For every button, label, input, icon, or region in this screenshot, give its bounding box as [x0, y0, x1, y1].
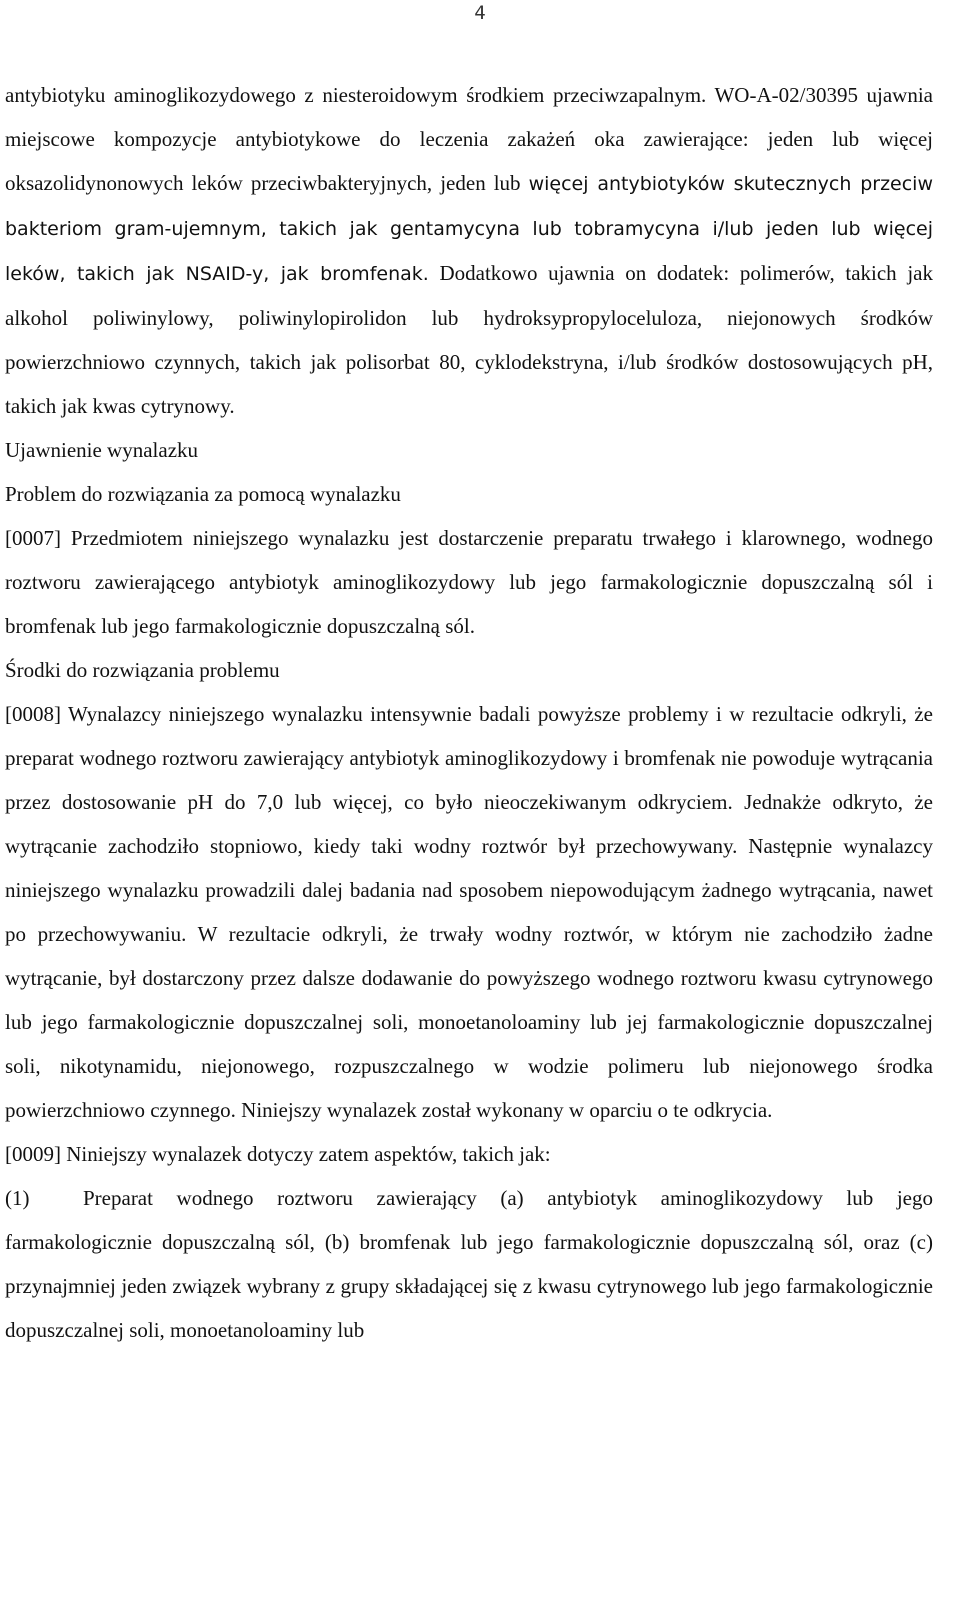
list-item	[5, 1176, 933, 1352]
document-body	[5, 73, 933, 1352]
paragraph-text: [0007] Przedmiotem niniejszego wynalazku jest dostarczenie preparatu trwałego i klarownego, wodnego roztworu zawierającego antybiotyk aminoglikozydowy lub jego farmakologicznie dopuszczalną sól i bromfenak lub jego farmakologicznie dopuszczalną sól.	[5, 526, 933, 638]
section-heading-problem	[5, 472, 933, 516]
paragraph-0008	[5, 692, 933, 1132]
section-heading-solution	[5, 648, 933, 692]
paragraph-0009	[5, 1132, 933, 1176]
section-heading-disclosure	[5, 428, 933, 472]
heading-text: Ujawnienie wynalazku	[5, 438, 199, 462]
paragraph-text: [0008] Wynalazcy niniejszego wynalazku intensywnie badali powyższe problemy i w rezultacie odkryli, że preparat wodnego roztworu zawierający antybiotyk aminoglikozydowy i bromfenak nie powoduje wytrącania przez dostosowanie pH do 7,0 lub więcej, co było nieoczekiwanym odkryciem. Jednakże odkryto, że wytrącanie zachodziło stopniowo, kiedy taki wodny roztwór był przechowywany. Następnie wynalazcy niniejszego wynalazku prowadzili dalej badania nad sposobem niepowodującym żadnego wytrącania, nawet po przechowywaniu. W rezultacie odkryli, że trwały wodny roztwór, w którym nie zachodziło żadne wytrącanie, był dostarczony przez dalsze dodawanie do powyższego wodnego roztworu kwasu cytrynowego lub jego farmakologicznie dopuszczalnej soli, monoetanoloaminy lub jej farmakologicznie dopuszczalnej soli, nikotynamidu, niejonowego, rozpuszczalnego w wodzie polimeru lub niejonowego środka powierzchniowo czynnego. Niniejszy wynalazek został wykonany w oparciu o te odkrycia.	[5, 702, 933, 1122]
list-item-text: Preparat wodnego roztworu zawierający (a) antybiotyk aminoglikozydowy lub jego farmakologicznie dopuszczalną sól, (b) bromfenak lub jego farmakologicznie dopuszczalną sól, oraz (c) przynajmniej jeden związek wybrany z grupy składającej się z kwasu cytrynowego lub jego farmakologicznie dopuszczalnej soli, monoetanoloaminy lub	[5, 1186, 933, 1342]
text-segment: więcej antybiotyków skutecznych przeciw bakteriom gram-ujemnym, takich jak gentamycyna lub tobramycyna i/lub jeden lub więcej leków, takich jak NSAID-y, jak bromfenak.	[5, 173, 933, 285]
list-item-number: (1)	[5, 1186, 30, 1210]
text-segment: Dodatkowo ujawnia on dodatek: polimerów, takich jak alkohol poliwinylowy, poliwinylopirolidon lub hydroksypropyloceluloza, niejonowych środków powierzchniowo czynnych, takich jak polisorbat 80, cyklodekstryna, i/lub środków dostosowujących pH, takich jak kwas cytrynowy.	[5, 261, 933, 418]
paragraph-0007	[5, 516, 933, 648]
paragraph-prior-art	[5, 73, 933, 428]
heading-text: Środki do rozwiązania problemu	[5, 658, 280, 682]
paragraph-text: [0009] Niniejszy wynalazek dotyczy zatem aspektów, takich jak:	[5, 1142, 551, 1166]
page-number: 4	[474, 2, 486, 24]
heading-text: Problem do rozwiązania za pomocą wynalazku	[5, 482, 401, 506]
text-segment: antybiotyku aminoglikozydowego z niesteroidowym środkiem przeciwzapalnym. WO-A-02/30395 ujawnia miejscowe kompozycje antybiotykowe do leczenia zakażeń oka zawierające: jeden lub więcej oksazolidynonowych leków przeciwbakteryjnych, jeden lub	[5, 83, 933, 195]
